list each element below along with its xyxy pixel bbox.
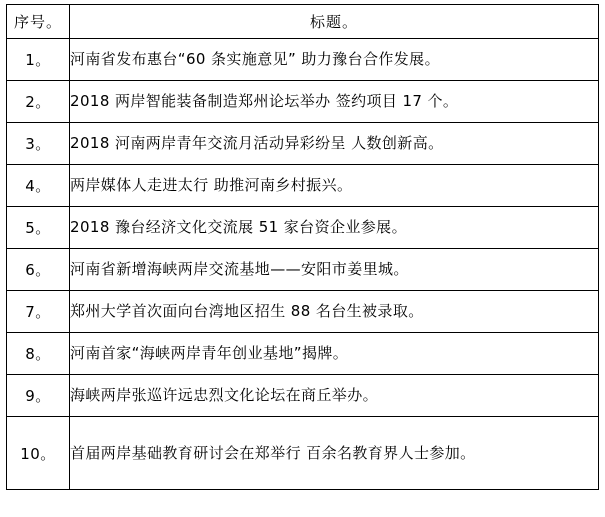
table-row	[7, 165, 599, 207]
row-title: 2018 两岸智能装备制造郑州论坛举办 签约项目 17 个。	[70, 81, 599, 123]
row-number: 3。	[7, 123, 70, 165]
row-number: 6。	[7, 249, 70, 291]
table-row	[7, 207, 599, 249]
row-title: 河南首家“海峡两岸青年创业基地”揭牌。	[70, 333, 599, 375]
table-row	[7, 375, 599, 417]
row-number: 4。	[7, 165, 70, 207]
table-row	[7, 81, 599, 123]
row-title: 2018 河南两岸青年交流月活动异彩纷呈 人数创新高。	[70, 123, 599, 165]
column-header-title: 标题。	[70, 5, 599, 39]
row-title: 河南省新增海峡两岸交流基地——安阳市姜里城。	[70, 249, 599, 291]
column-header-number: 序号。	[7, 5, 70, 39]
row-number: 2。	[7, 81, 70, 123]
row-title: 海峡两岸张巡许远忠烈文化论坛在商丘举办。	[70, 375, 599, 417]
news-headline-table	[6, 4, 599, 490]
row-number: 10。	[7, 417, 70, 490]
table-row	[7, 123, 599, 165]
row-number: 9。	[7, 375, 70, 417]
row-title: 首届两岸基础教育研讨会在郑举行 百余名教育界人士参加。	[70, 417, 599, 490]
row-number: 1。	[7, 39, 70, 81]
row-title: 郑州大学首次面向台湾地区招生 88 名台生被录取。	[70, 291, 599, 333]
row-number: 5。	[7, 207, 70, 249]
table-header-row	[7, 5, 599, 39]
table-row	[7, 249, 599, 291]
table-row	[7, 39, 599, 81]
table-row	[7, 333, 599, 375]
row-number: 8。	[7, 333, 70, 375]
table-row	[7, 291, 599, 333]
row-title: 两岸媒体人走进太行 助推河南乡村振兴。	[70, 165, 599, 207]
table-row	[7, 417, 599, 490]
row-title: 2018 豫台经济文化交流展 51 家台资企业参展。	[70, 207, 599, 249]
row-number: 7。	[7, 291, 70, 333]
row-title: 河南省发布惠台“60 条实施意见” 助力豫台合作发展。	[70, 39, 599, 81]
